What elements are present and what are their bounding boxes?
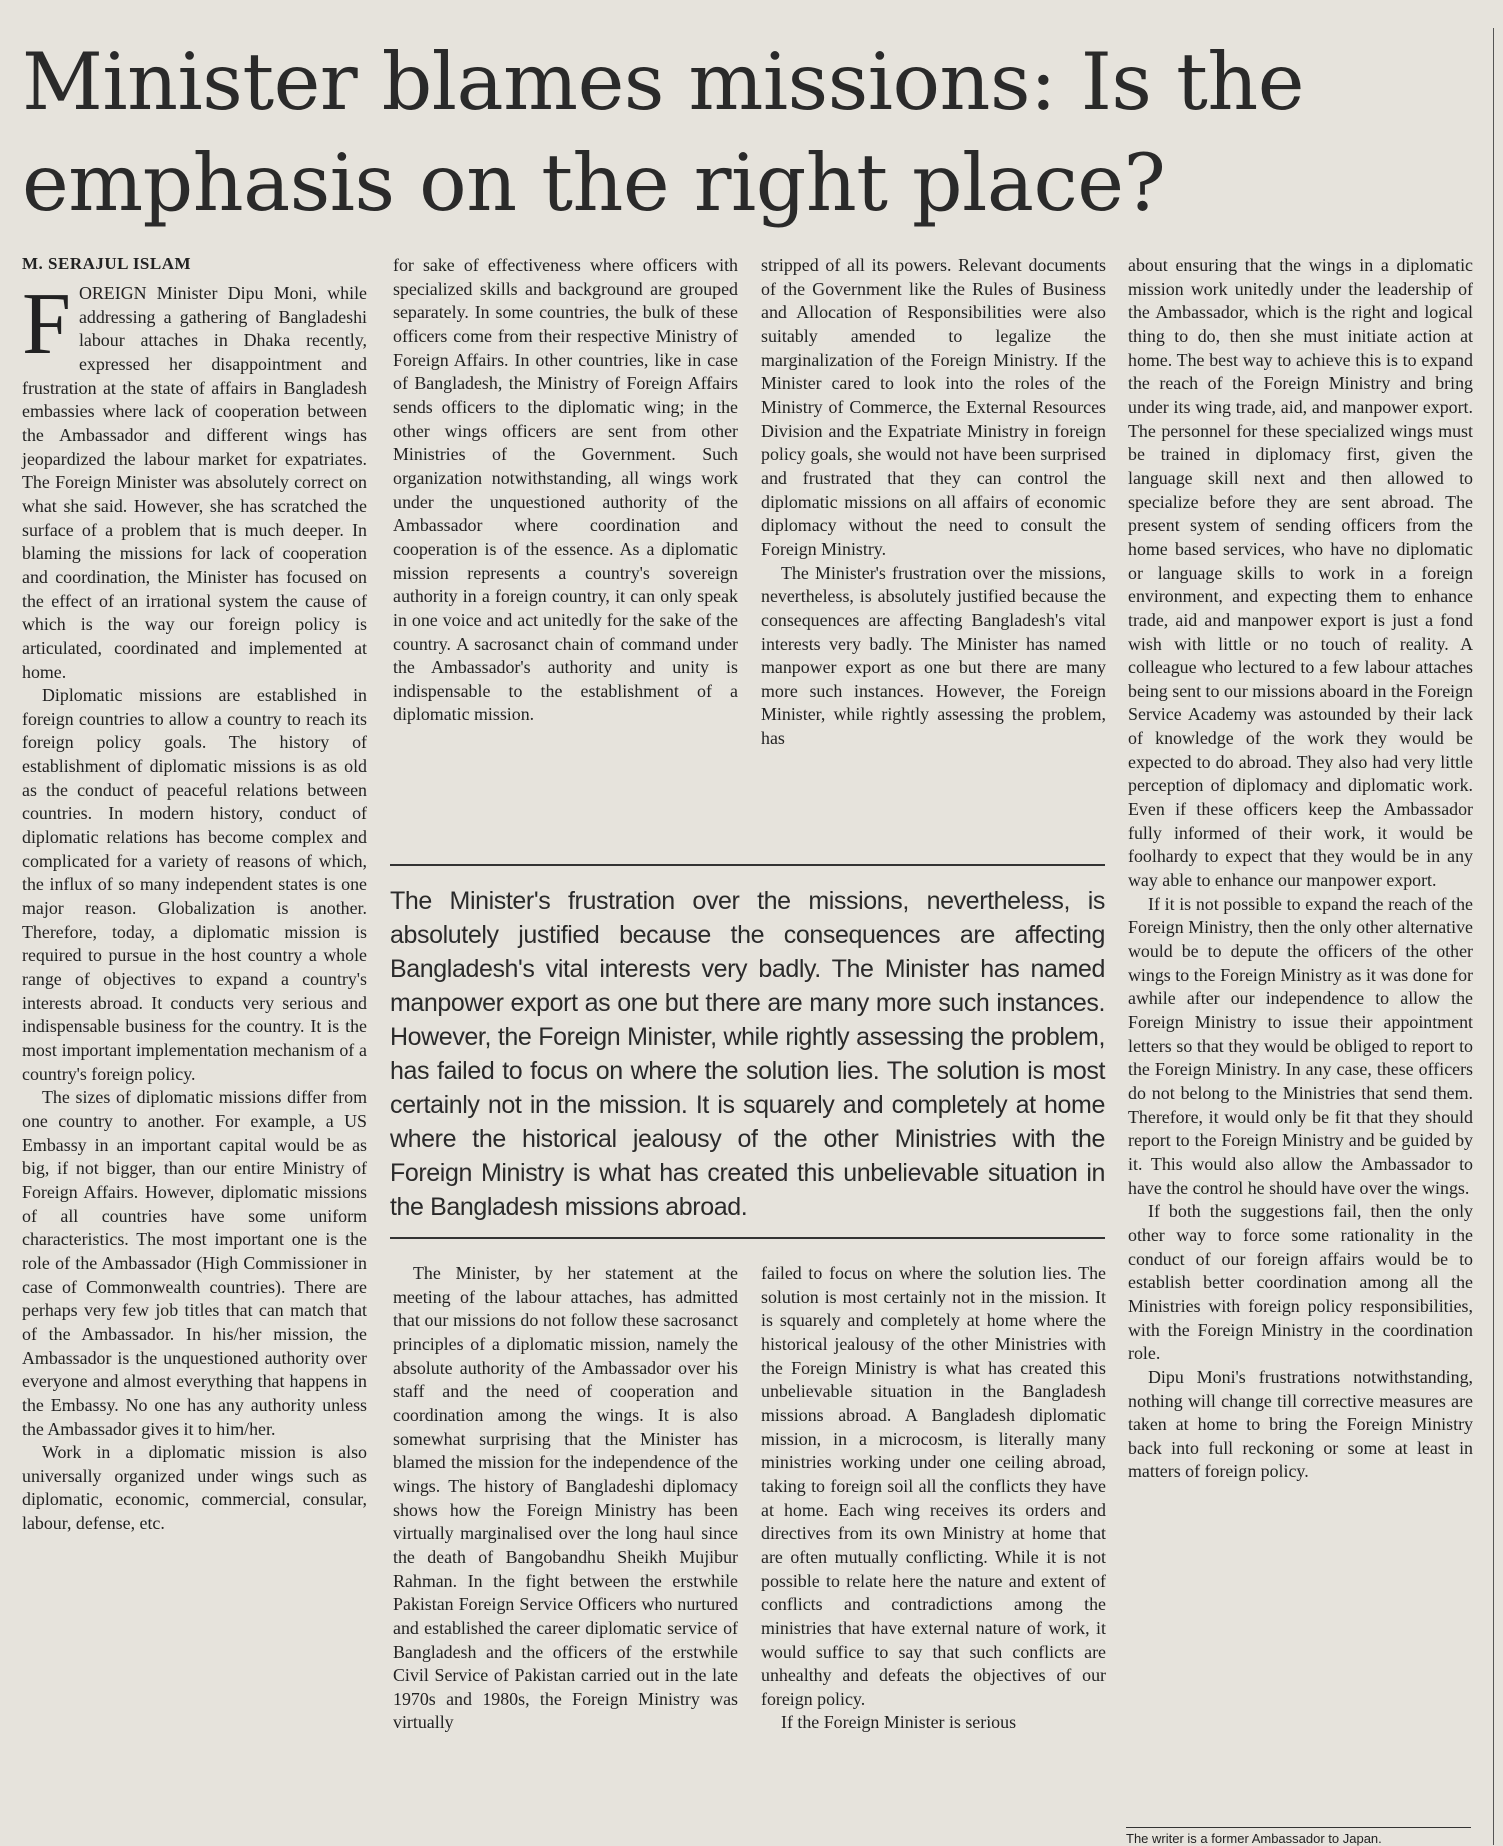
column-1-paragraph-3: The sizes of diplomatic missions differ from one country to another. For example, a US Embassy in an important capital would be as big, if not bigger, than our entire Ministry of Foreign Affairs. However, diplomatic missions of all countries have some uniform characteristics. The most important one is the role of the Ambassador (High Commissioner in case of Commonwealth countries). There are perhaps very few job titles that can match that of the Ambassador. In his/her mission, the Ambassador is the unquestioned authority over everyone and almost everything that happens in the Embassy. No one has any authority unless the Ambassador gives it to him/her. — [22, 1087, 367, 1439]
column-4-paragraph-4: Dipu Moni's frustrations notwithstanding, nothing will change till corrective measures are taken at home to bring the Foreign Ministry back into full reckoning or some at least in matters of foreign policy. — [1128, 1366, 1473, 1482]
column-1 — [22, 254, 367, 1536]
drop-cap: F — [22, 276, 71, 373]
column-4-paragraph-3: If both the suggestions fail, then the only other way to force some rationality in the conduct of our foreign affairs would be to establish better coordination among all the Ministries with foreign policy responsibilities, with the Foreign Ministry in the coordination role. — [1128, 1201, 1473, 1364]
byline: M. SERAJUL ISLAM — [22, 254, 192, 273]
column-2-bottom — [393, 1262, 738, 1735]
column-4-paragraph-2: If it is not possible to expand the reach of the Foreign Ministry, then the only other alternative would be to depute the officers of the other wings to the Foreign Ministry as it was done for awhile after our independence to allow the Foreign Ministry to issue their appointment letters so that they would be obliged to report to the Foreign Ministry. In any case, these officers do not belong to the Ministries that send them. Therefore, it would only be fit that they should report to the Foreign Ministry and be guided by it. This would also allow the Ambassador to have the control he should have over the wings. — [1128, 893, 1473, 1198]
author-footnote: The writer is a former Ambassador to Japan. — [1126, 1827, 1471, 1846]
column-4-paragraph-1: about ensuring that the wings in a diplomatic mission work unitedly under the leadership of the Ambassador, which is the right and logical thing to do, then she must initiate action at home. The best way to achieve this is to expand the reach of the Foreign Ministry and bring under its wing trade, aid, and manpower export. The personnel for these specialized wings must be trained in diplomacy first, given the language skill next and then allowed to specialize before they are sent abroad. The present system of sending officers from the home based services, who have no diplomatic or language skills to work in a foreign environment, and expecting them to enhance trade, aid and manpower export is just a fond wish with little or no touch of reality. A colleague who lectured to a few labour attaches being sent to our missions aboard in the Foreign Service Academy was astounded by their lack of knowledge of the work they would be expected to do abroad. They also had very little perception of diplomacy and diplomatic work. Even if these officers keep the Ambassador fully informed of their work, it would be foolhardy to expect that they would be in any way able to enhance our manpower export. — [1128, 255, 1473, 891]
column-1-paragraph-4: Work in a diplomatic mission is also universally organized under wings such as diplomatic, economic, commercial, consular, labour, defense, etc. — [22, 1442, 367, 1534]
column-1-paragraph-2: Diplomatic missions are established in foreign countries to allow a country to reach its foreign policy goals. The history of establishment of diplomatic missions is as old as the conduct of peaceful relations between countries. In modern history, conduct of diplomatic relations has become complex and complicated for a variety of reasons of which, the influx of so many independent states is one major reason. Globalization is another. Therefore, today, a diplomatic mission is required to pursue in the host country a whole range of objectives to expand a country's interests abroad. It conducts very serious and indispensable business for the country. It is the most important implementation mechanism of a country's foreign policy. — [22, 685, 367, 1084]
page-edge-rule — [1493, 28, 1494, 1845]
column-2-top — [393, 254, 738, 727]
column-3-top — [761, 254, 1106, 751]
column-2-bottom-paragraph-1: The Minister, by her statement at the meeting of the labour attaches, has admitted that our missions do not follow these sacrosanct principles of a diplomatic mission, namely the absolute authority of the Ambassador over his staff and the need of cooperation and coordination among the wings. It is also somewhat surprising that the Minister has blamed the mission for the independence of the wings. The history of Bangladeshi diplomacy shows how the Foreign Ministry has been virtually marginalised over the long haul since the death of Bangobandhu Sheikh Mujibur Rahman. In the fight between the erstwhile Pakistan Foreign Service Officers who nurtured and established the career diplomatic service of Bangladesh and the officers of the erstwhile Civil Service of Pakistan carried out in the late 1970s and 1980s, the Foreign Ministry was virtually — [393, 1263, 738, 1733]
column-3-bottom — [761, 1262, 1106, 1735]
column-3-paragraph-2: The Minister's frustration over the missions, nevertheless, is absolutely justified because the consequences are affecting Bangladesh's vital interests very badly. The Minister has named manpower export as one but there are many more such instances. However, the Foreign Minister, while rightly assessing the problem, has — [761, 562, 1106, 749]
column-1-paragraph-1-text: OREIGN Minister Dipu Moni, while addressing a gathering of Bangladeshi labour attaches in Dhaka recently, expressed her disappointment and frustration at the state of affairs in Bangladesh embassies where lack of cooperation between the Ambassador and different wings has jeopardized the labour market for expatriates. The Foreign Minister was absolutely correct on what she said. However, she has scratched the surface of a problem that is much deeper. In blaming the missions for lack of cooperation and coordination, the Minister has focused on the effect of an irrational system the cause of which is the way our foreign policy is articulated, coordinated and implemented at home. — [22, 283, 367, 682]
column-4 — [1128, 254, 1473, 1484]
column-3-bottom-paragraph-2: If the Foreign Minister is serious — [781, 1712, 1017, 1733]
column-3-paragraph-1: stripped of all its powers. Relevant documents of the Government like the Rules of Business and Allocation of Responsibilities were also suitably amended to legalize the marginalization of the Foreign Ministry. If the Minister cared to look into the roles of the Ministry of Commerce, the External Resources Division and the Expatriate Ministry in foreign policy goals, she would not have been surprised and frustrated that they can control the diplomatic missions on all affairs of economic diplomacy without the need to consult the Foreign Ministry. — [761, 255, 1106, 559]
column-1-paragraph-1 — [22, 276, 367, 684]
headline: Minister blames missions: Is the emphasis on the right place? — [22, 36, 1304, 229]
column-3-bottom-paragraph-1: failed to focus on where the solution lies. The solution is most certainly not in the mission. It is squarely and completely at home where the historical jealousy of the other Ministries with the Foreign Ministry is what has created this unbelievable situation in the Bangladesh missions abroad. A Bangladesh diplomatic mission, in a microcosm, is literally many ministries working under one ceiling abroad, taking to foreign soil all the conflicts they have at home. Each wing receives its orders and directives from its own Ministry at home that are often mutually conflicting. While it is not possible to relate here the nature and extent of conflicts and contradictions among the ministries that have external nature of work, it would suffice to say that such conflicts are unhealthy and defeats the objectives of our foreign policy. — [761, 1263, 1106, 1709]
pull-quote: The Minister's frustration over the missions, nevertheless, is absolutely justified because the consequences are affecting Bangladesh's vital interests very badly. The Minister has named manpower export as one but there are many more such instances. However, the Foreign Minister, while rightly assessing the problem, has failed to focus on where the solution lies. The solution is most certainly not in the mission. It is squarely and completely at home where the historical jealousy of the other Ministries with the Foreign Ministry is what has created this unbelievable situation in the Bangladesh missions abroad. — [390, 864, 1105, 1239]
column-2-paragraph-1: for sake of effectiveness where officers with specialized skills and background are grouped separately. In some countries, the bulk of these officers come from their respective Ministry of Foreign Affairs. In other countries, like in case of Bangladesh, the Ministry of Foreign Affairs sends officers to the diplomatic wing; in the other wings officers are sent from other Ministries of the Government. Such organization notwithstanding, all wings work under the unquestioned authority of the Ambassador where coordination and cooperation is of the essence. As a diplomatic mission represents a country's sovereign authority in a foreign country, it can only speak in one voice and act unitedly for the sake of the country. A sacrosanct chain of command under the Ambassador's authority and unity is indispensable to the establishment of a diplomatic mission. — [393, 255, 738, 725]
